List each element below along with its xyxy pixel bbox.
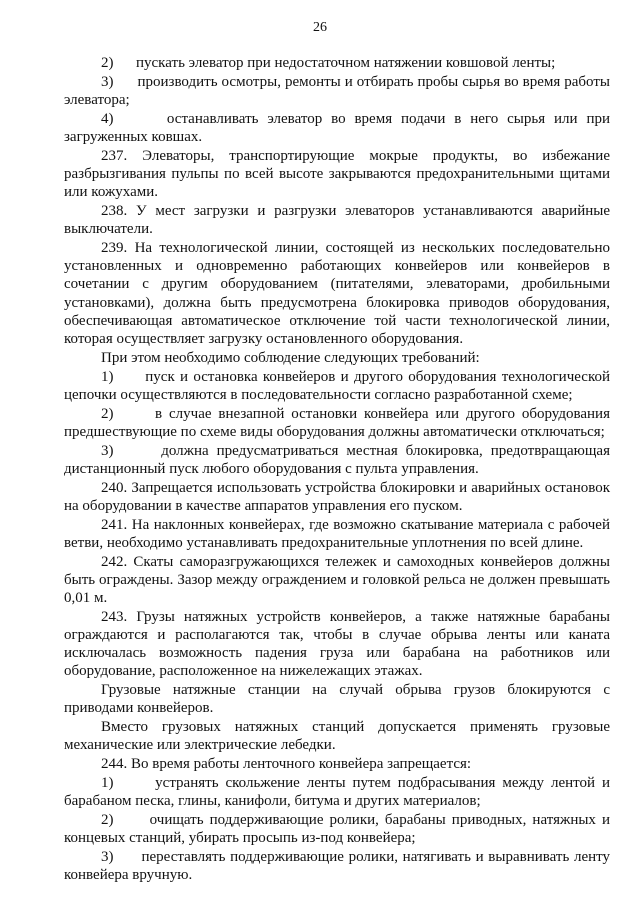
clause-244: 244. Во время работы ленточного конвейера запрещается: (101, 756, 472, 773)
page-number: 26 (313, 20, 327, 35)
clause-239: 239. На технологической линии, состоящей из нескольких последовательно установленных и одновременно работающих конвейеров или конвейеров в сочетании с другим оборудованием (питателями, элеваторами, дробильными установками), должна быть предусмотрена блокировка приводов оборудования, обеспечивающая автоматическое отключение той части технологической линии, которая осуществляет загрузку остановленного оборудования. (64, 240, 610, 348)
requirement-1: 1) пуск и остановка конвейеров и другого оборудования технологической цепочки осуществляются в последовательности согласно разработанной схеме; (64, 368, 610, 403)
requirements-intro: При этом необходимо соблюдение следующих требований: (101, 349, 480, 366)
clause-243-paragraph-2: Грузовые натяжные станции на случай обрыва грузов блокируются с приводами конвейеров. (64, 682, 610, 717)
requirement-2: 2) в случае внезапной остановки конвейера или другого оборудования предшествующие по схеме виды оборудования должны автоматически отключаться; (64, 405, 610, 440)
clause-240: 240. Запрещается использовать устройства блокировки и аварийных остановок на оборудовании в качестве аппаратов управления его пуском. (64, 479, 610, 514)
clause-237: 237. Элеваторы, транспортирующие мокрые продукты, во избежание разбрызгивания пульпы по всей высоте закрываются предохранительными щитами или кожухами. (64, 147, 610, 201)
document-body (64, 54, 610, 885)
list-item-4-elevator-stop: 4) останавливать элеватор во время подачи в него сырья или при загруженных ковшах. (64, 110, 610, 145)
prohibition-3: 3) переставлять поддерживающие ролики, натягивать и выравнивать ленту конвейера вручную. (64, 849, 610, 884)
prohibition-2: 2) очищать поддерживающие ролики, барабаны приводных, натяжных и концевых станций, убирать просыпь из-под конвейера; (64, 812, 610, 847)
clause-238: 238. У мест загрузки и разгрузки элеваторов устанавливаются аварийные выключатели. (64, 203, 610, 238)
clause-241: 241. На наклонных конвейерах, где возможно скатывание материала с рабочей ветви, необходимо устанавливать предохранительные уплотнения по всей длине. (64, 516, 610, 551)
prohibition-1: 1) устранять скольжение ленты путем подбрасывания между лентой и барабаном песка, глины, канифоли, битума и других материалов; (64, 775, 610, 810)
list-item-3-elevator-inspection: 3) производить осмотры, ремонты и отбирать пробы сырья во время работы элеватора; (64, 73, 610, 108)
list-item-2-elevator-start: 2) пускать элеватор при недостаточном натяжении ковшовой ленты; (101, 55, 556, 71)
requirement-3: 3) должна предусматриваться местная блокировка, предотвращающая дистанционный пуск любого оборудования с пульта управления. (64, 442, 610, 477)
clause-243-paragraph-3: Вместо грузовых натяжных станций допускается применять грузовые механические или электрические лебедки. (64, 719, 610, 754)
clause-242: 242. Скаты саморазгружающихся тележек и самоходных конвейеров должны быть ограждены. Зазор между ограждением и головкой рельса не должен превышать 0,01 м. (64, 553, 610, 607)
clause-243: 243. Грузы натяжных устройств конвейеров, а также натяжные барабаны ограждаются и располагаются так, чтобы в случае обрыва ленты или каната исключалась возможность падения груза или барабана на работников или оборудование, расположенное на нижележащих этажах. (64, 608, 610, 680)
